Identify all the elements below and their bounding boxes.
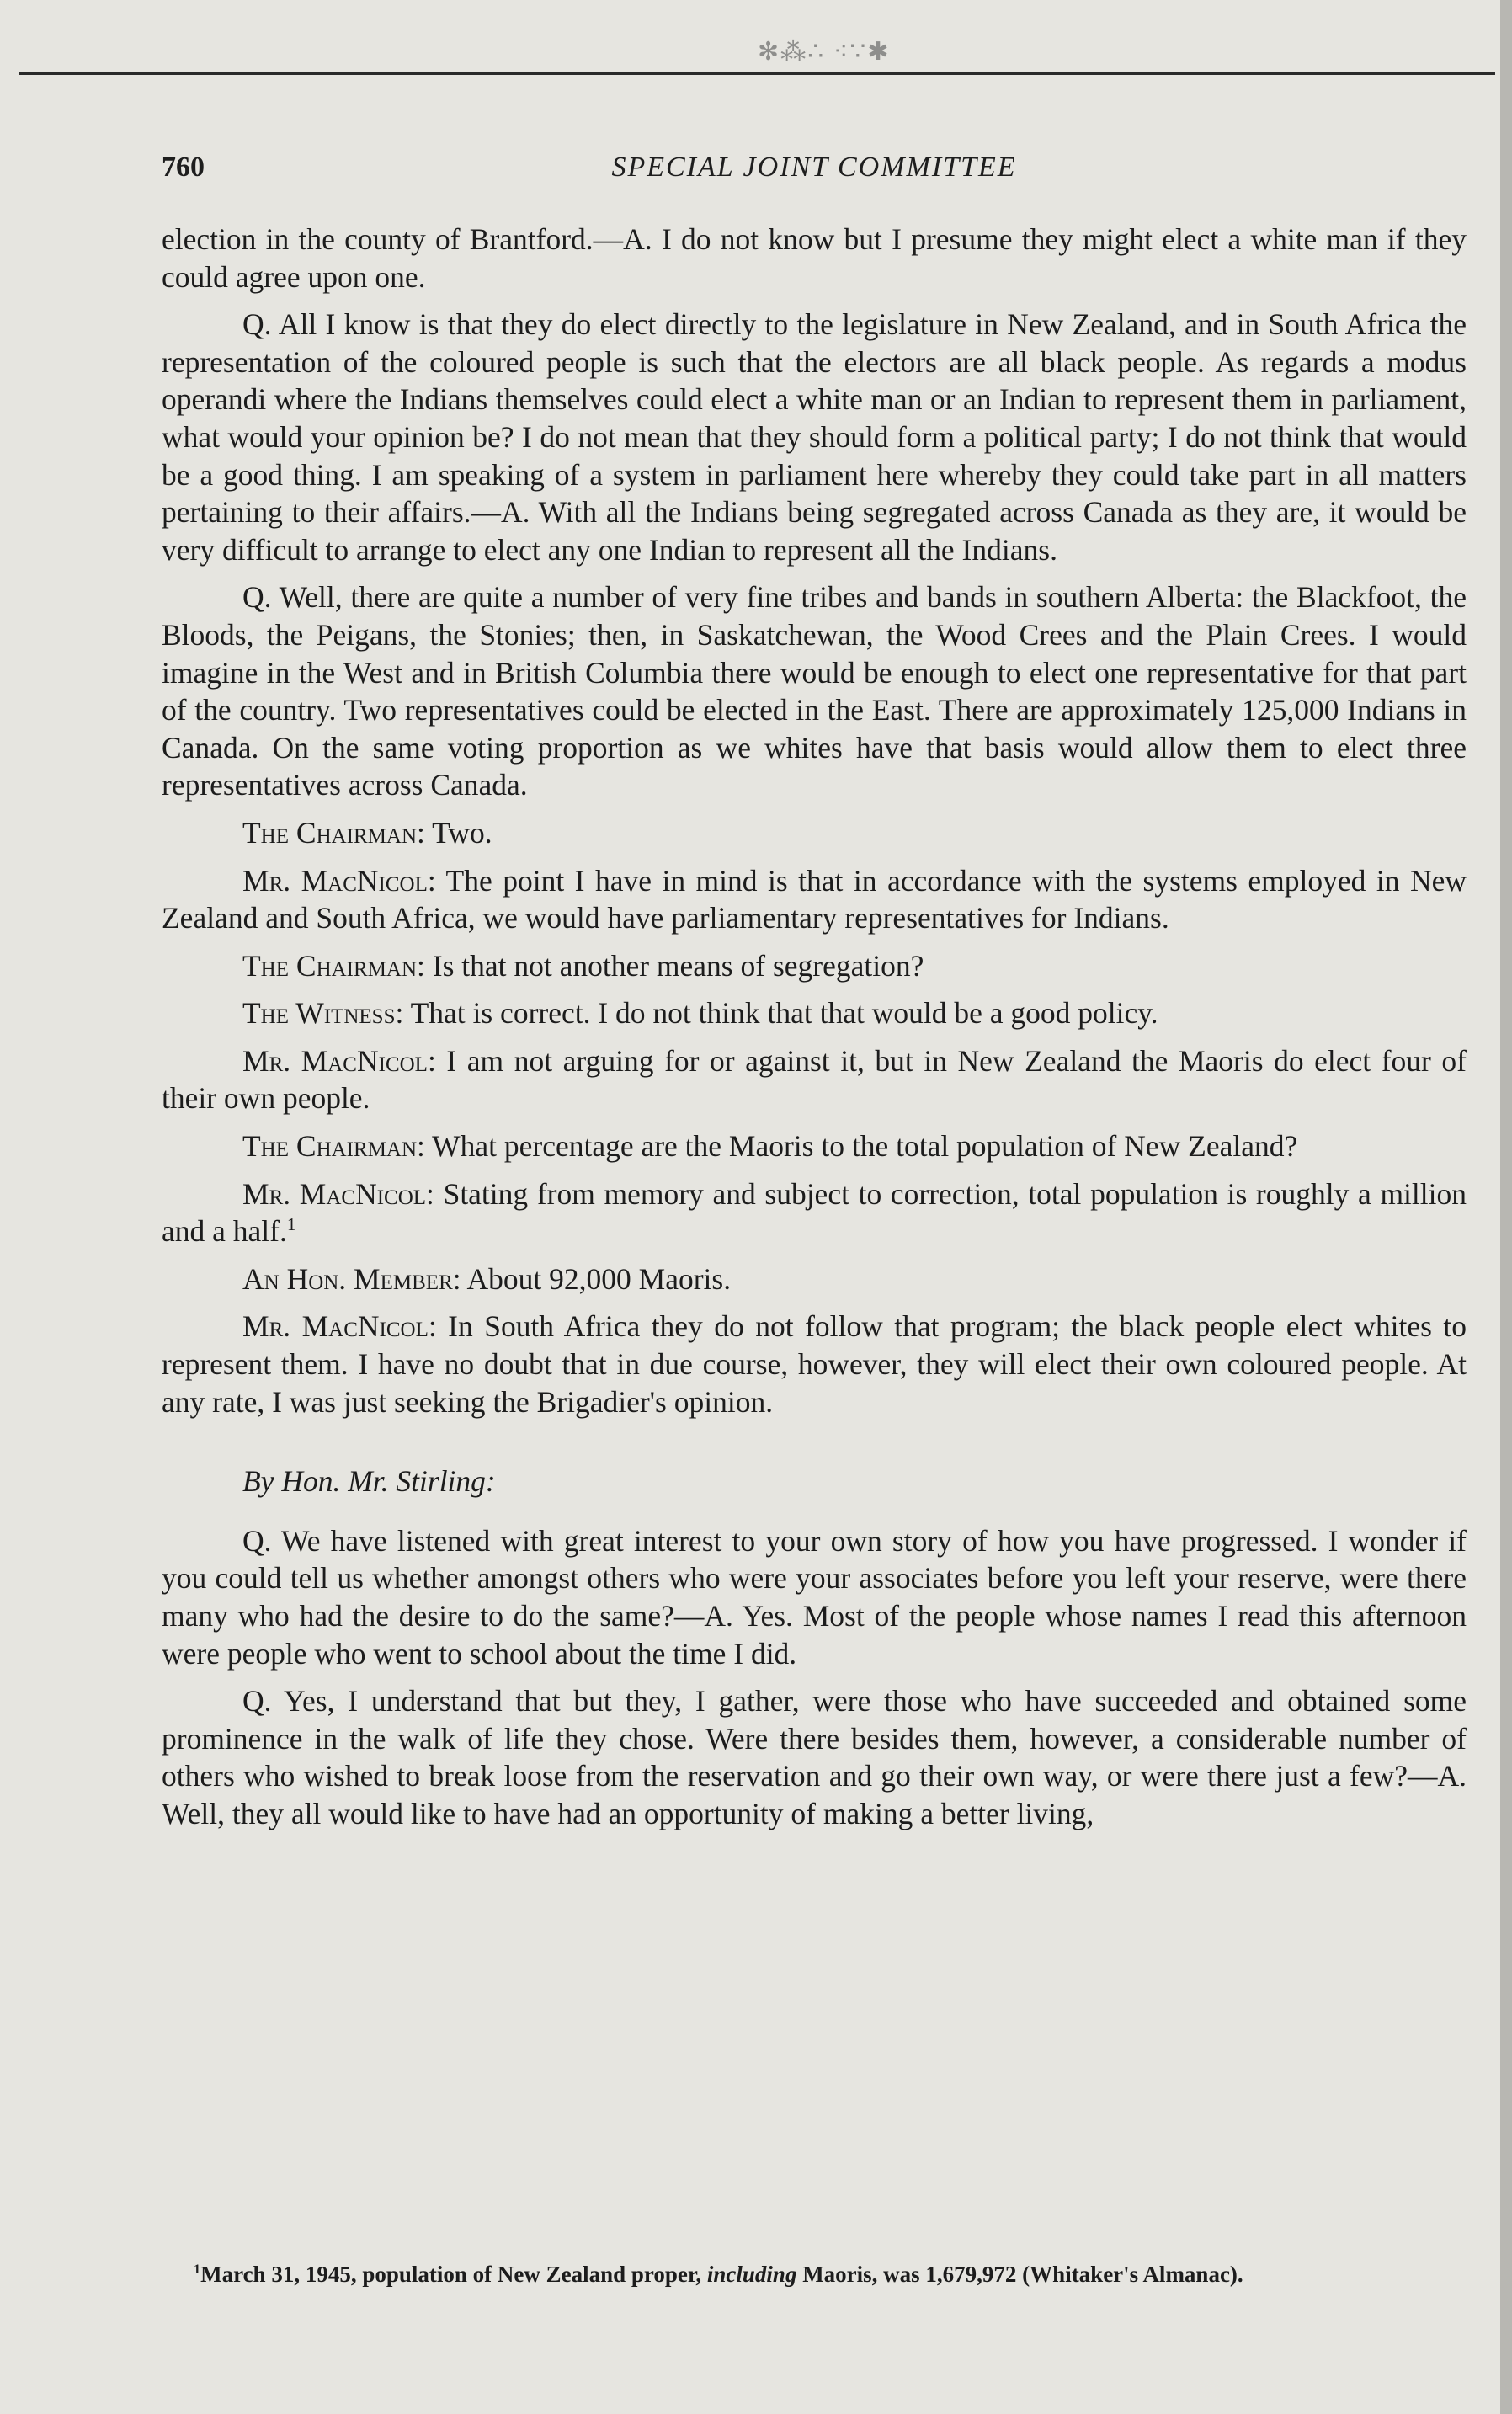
paragraph: election in the county of Brantford.—A. I do not know but I presume they might elect a white man if they could agree upon one.: [162, 222, 1467, 294]
speaker-paragraph: The Chairman: Two.: [242, 815, 492, 850]
speaker-label: The Chairman:: [242, 948, 425, 983]
body-text: [162, 221, 1467, 1843]
page-header: [162, 152, 1467, 194]
speaker-paragraph: Mr. MacNicol: Stating from memory and subject to correction, total population is roughly a million and a half.$^1$: [162, 1176, 1467, 1249]
speaker-label: Mr. MacNicol:: [242, 863, 436, 898]
paragraph: Q. All I know is that they do elect directly to the legislature in New Zealand, and in South Africa the representation of the coloured people is such that the electors are all black people. As regards a modus operandi where the Indians themselves could elect a white man or an Indian to represent them in parliament, what would your opinion be? I do not mean that they should form a political party; I do not think that would be a good thing. I am speaking of a system in parliament here whereby they could take part in all matters pertaining to their affairs.—A. With all the Indians being segregated across Canada as they are, it would be very difficult to arrange to elect any one Indian to represent all the Indians.: [162, 307, 1467, 567]
speaker-paragraph: Mr. MacNicol: The point I have in mind is that in accordance with the systems employed in New Zealand and South Africa, we would have parliamentary representatives for Indians.: [162, 863, 1467, 935]
speaker-label: An Hon. Member:: [242, 1261, 461, 1296]
speaker-label: Mr. MacNicol:: [242, 1043, 436, 1078]
top-rule: [19, 72, 1495, 75]
paragraph: Q. Well, there are quite a number of very fine tribes and bands in southern Alberta: the Blackfoot, the Bloods, the Peigans, the Stonies; then, in Saskatchewan, the Wood Crees and the Plain Crees. I would imagine in the West and in British Columbia there would be enough to elect one representative for that part of the country. Two representatives could be elected in the East. There are approximately 125,000 Indians in Canada. On the same voting proportion as we whites have that basis would allow them to elect three representatives across Canada.: [162, 580, 1467, 802]
speaker-paragraph: The Chairman: What percentage are the Maoris to the total population of New Zealand?: [242, 1129, 1298, 1164]
speaker-label: The Chairman:: [242, 815, 425, 850]
footnote-reference: 1: [286, 1214, 296, 1235]
paragraph: Q. Yes, I understand that but they, I gather, were those who have succeeded and obtained some prominence in the walk of life they chose. Were there besides them, however, a considerable number of others who wished to break loose from the reservation and go their own way, or were there just a few?—A. Well, they all would like to have had an opportunity of making a better living,: [162, 1684, 1467, 1830]
paragraph: Q. We have listened with great interest to your own story of how you have progressed. I wonder if you could tell us whether amongst others who were your associates before you left your reserve, were there many who had the desire to do the same?—A. Yes. Most of the people whose names I read this afternoon were people who went to school about the time I did.: [162, 1523, 1467, 1671]
examiner-byline: By Hon. Mr. Stirling:: [242, 1464, 496, 1499]
ink-smudge: ✻⁂∴ ⁖∵✱: [758, 38, 891, 66]
speaker-paragraph: The Witness: That is correct. I do not think that that would be a good policy.: [242, 996, 1158, 1031]
running-title: SPECIAL JOINT COMMITTEE: [611, 152, 1017, 183]
speaker-label: The Witness:: [242, 996, 404, 1031]
speaker-label: Mr. MacNicol:: [242, 1309, 437, 1344]
speaker-paragraph: Mr. MacNicol: In South Africa they do not follow that program; the black people elect whites to represent them. I have no doubt that in due course, however, they will elect their own coloured people. At any rate, I was just seeking the Brigadier's opinion.: [162, 1309, 1467, 1419]
page-number: 760: [162, 152, 205, 183]
speaker-paragraph: An Hon. Member: About 92,000 Maoris.: [242, 1261, 732, 1296]
footnote-mark: 1: [194, 2262, 201, 2277]
speaker-label: The Chairman:: [242, 1129, 425, 1164]
speaker-label: Mr. MacNicol:: [242, 1176, 434, 1211]
page-edge-shadow: [1500, 0, 1512, 2414]
speaker-paragraph: The Chairman: Is that not another means of segregation?: [242, 948, 924, 983]
speaker-paragraph: Mr. MacNicol: I am not arguing for or against it, but in New Zealand the Maoris do elect four of their own people.: [162, 1043, 1467, 1116]
footnote: $^1$March 31, 1945, population of New Zealand proper, including Maoris, was 1,679,972 (Whitaker's Almanac).: [194, 2262, 1243, 2287]
